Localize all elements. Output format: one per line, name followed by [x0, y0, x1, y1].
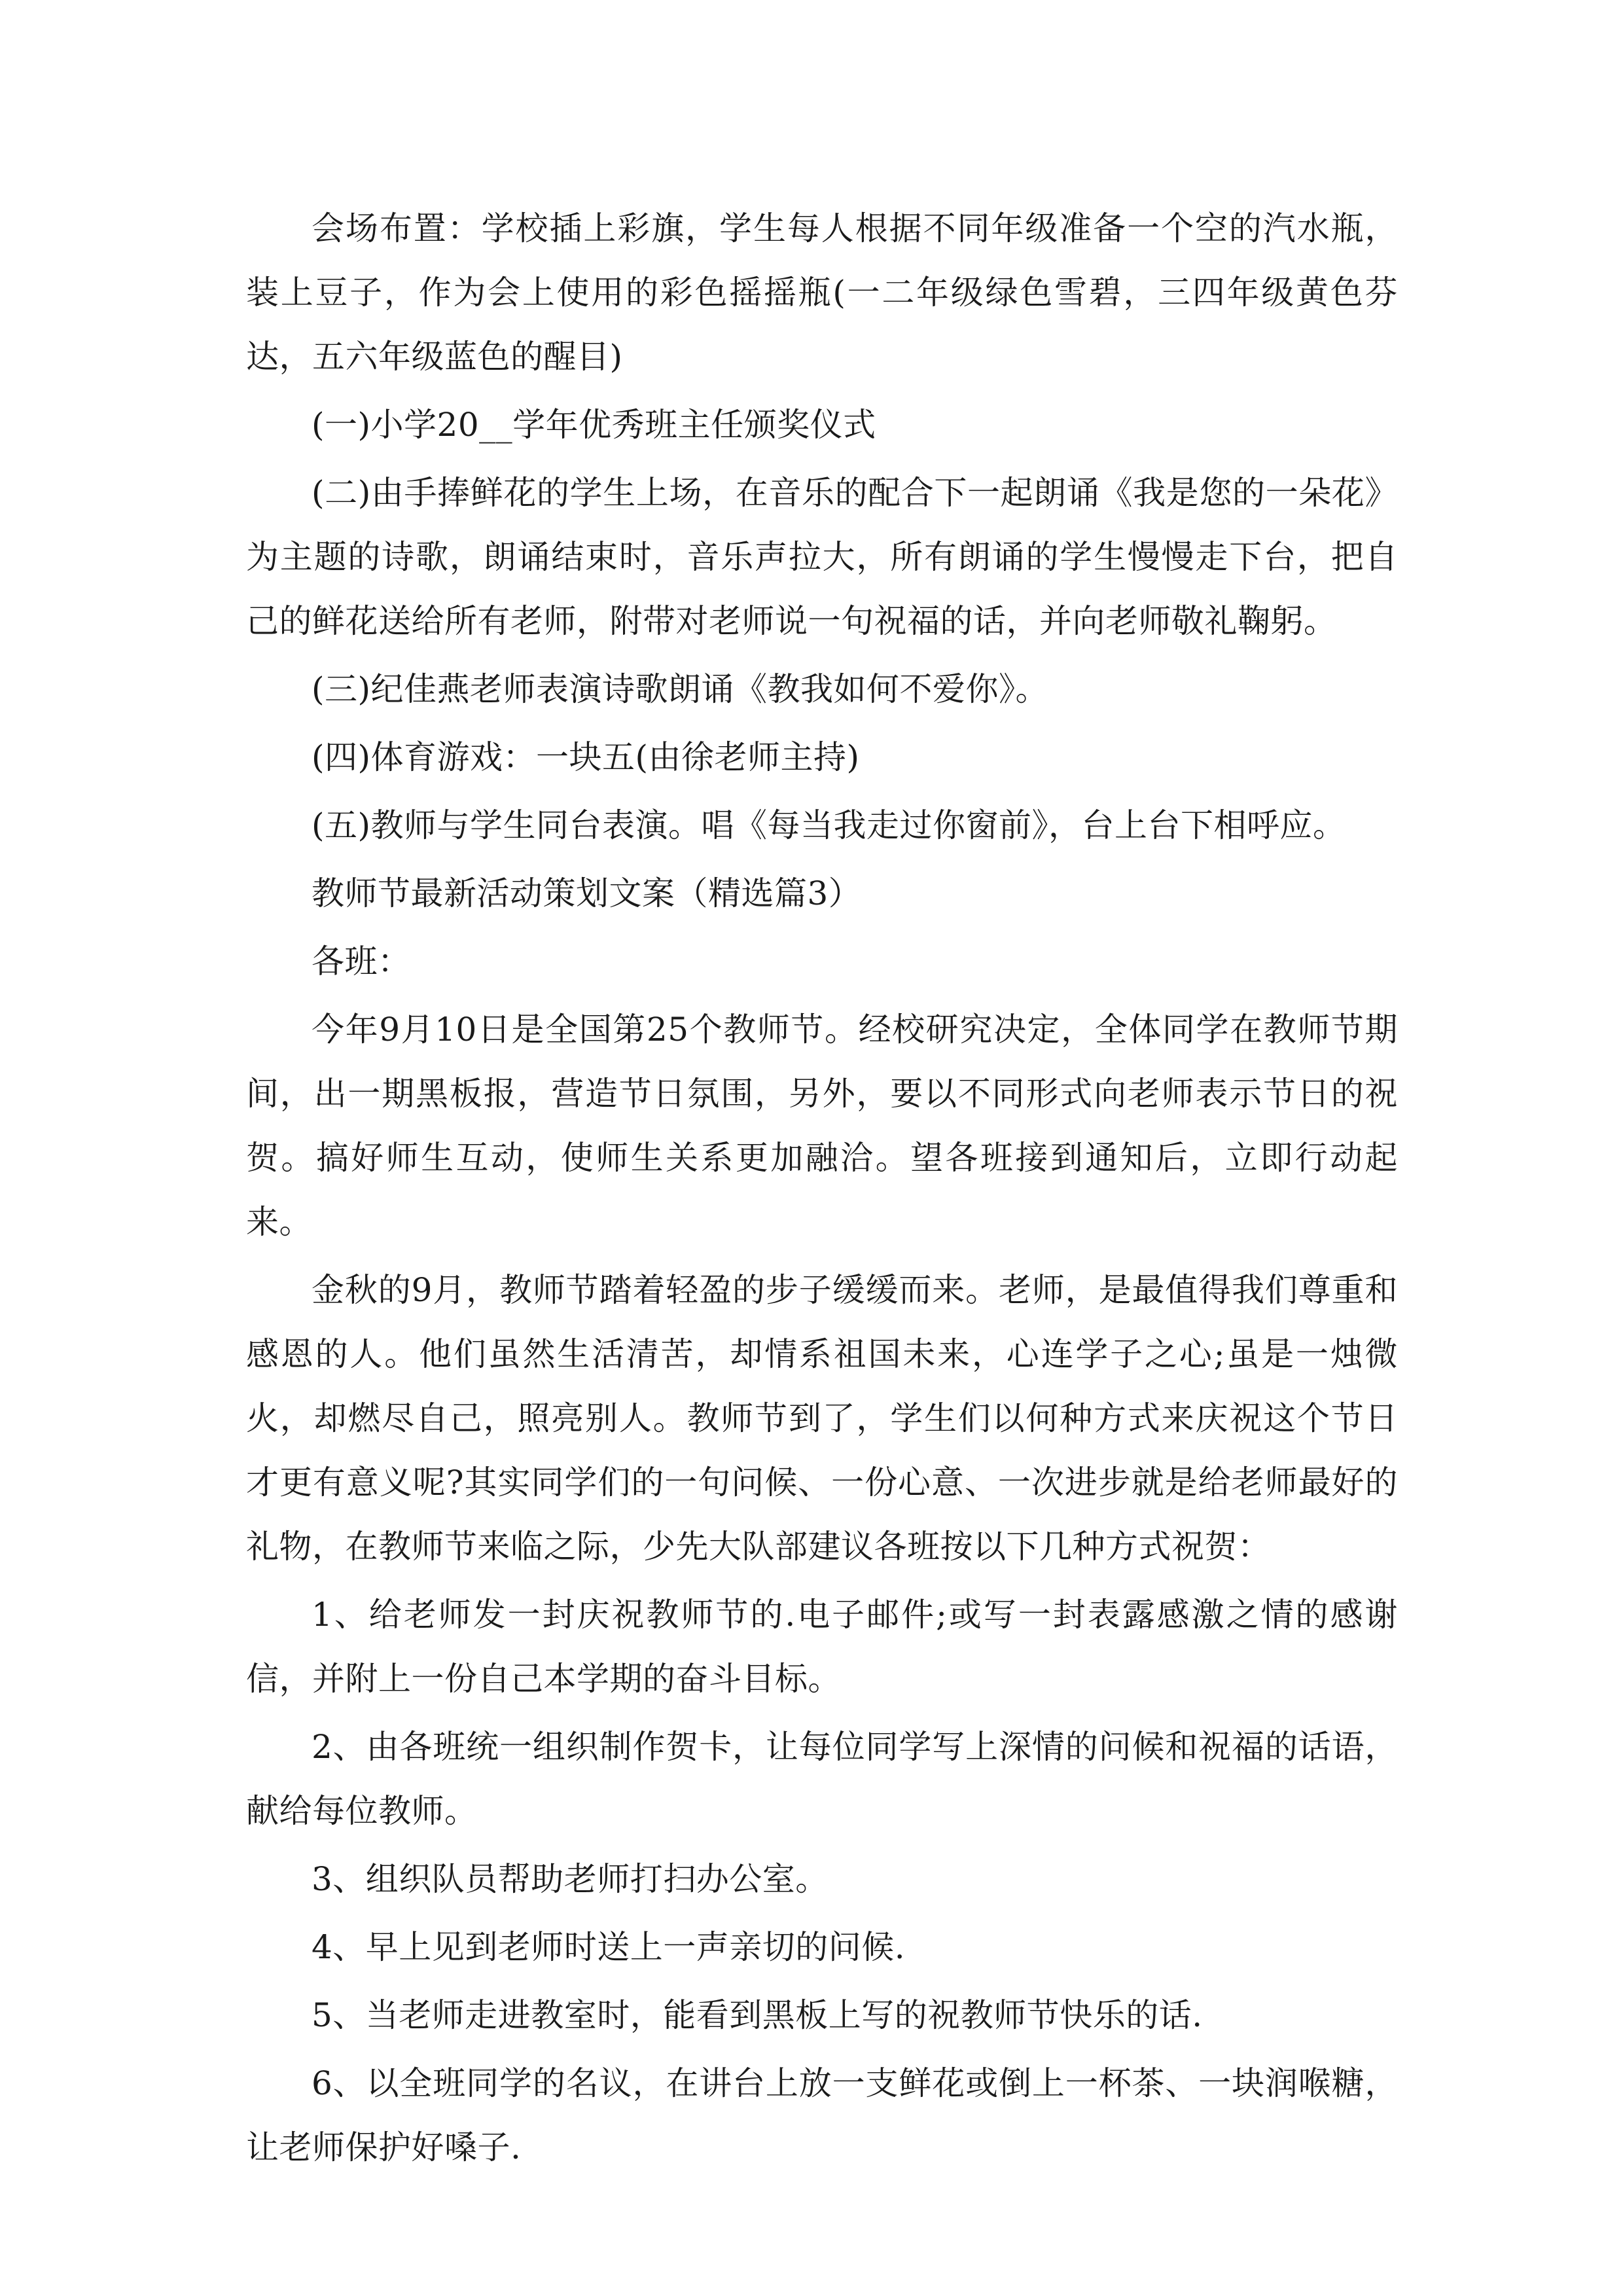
- list-item-4: 4、早上见到老师时送上一声亲切的问候.: [312, 1928, 906, 1966]
- list-item-6: 6、以全班同学的名议，在讲台上放一支鲜花或倒上一杯茶、一块润喉糖，让老师保护好嗓子.: [246, 2064, 1398, 2166]
- document-page: [246, 196, 1398, 2183]
- paragraph-intro: 金秋的9月，教师节踏着轻盈的步子缓缓而来。老师，是最值得我们尊重和感恩的人。他们虽然生活清苦，却情系祖国未来，心连学子之心;虽是一烛微火，却燃尽自己，照亮别人。教师节到了，学生们以何种方式来庆祝这个节日才更有意义呢?其实同学们的一句问候、一份心意、一次进步就是给老师最好的礼物，在教师节来临之际，少先大队部建议各班按以下几种方式祝贺：: [246, 1271, 1398, 1566]
- list-item-3: 3、组织队员帮助老师打扫办公室。: [312, 1860, 829, 1898]
- paragraph-item-1: (一)小学20__学年优秀班主任颁奖仪式: [312, 406, 876, 444]
- paragraph-item-2: (二)由手捧鲜花的学生上场，在音乐的配合下一起朗诵《我是您的一朵花》为主题的诗歌，朗诵结束时，音乐声拉大，所有朗诵的学生慢慢走下台，把自己的鲜花送给所有老师，附带对老师说一句祝福的话，并向老师敬礼鞠躬。: [246, 474, 1398, 640]
- list-item-5: 5、当老师走进教室时，能看到黑板上写的祝教师节快乐的话.: [312, 1996, 1203, 2034]
- salutation: 各班：: [312, 942, 411, 980]
- list-item-1: 1、给老师发一封庆祝教师节的.电子邮件;或写一封表露感激之情的感谢信，并附上一份自己本学期的奋斗目标。: [246, 1596, 1398, 1698]
- paragraph-item-3: (三)纪佳燕老师表演诗歌朗诵《教我如何不爱你》。: [312, 670, 1049, 708]
- paragraph-item-4: (四)体育游戏：一块五(由徐老师主持): [312, 738, 860, 776]
- paragraph-venue-setup: 会场布置：学校插上彩旗，学生每人根据不同年级准备一个空的汽水瓶，装上豆子，作为会上使用的彩色摇摇瓶(一二年级绿色雪碧，三四年级黄色芬达，五六年级蓝色的醒目): [246, 209, 1398, 376]
- paragraph-item-5: (五)教师与学生同台表演。唱《每当我走过你窗前》，台上台下相呼应。: [312, 806, 1346, 844]
- section-heading: 教师节最新活动策划文案（精选篇3）: [312, 874, 862, 912]
- list-item-2: 2、由各班统一组织制作贺卡，让每位同学写上深情的问候和祝福的话语，献给每位教师。: [246, 1728, 1398, 1830]
- paragraph-notice: 今年9月10日是全国第25个教师节。经校研究决定，全体同学在教师节期间，出一期黑板报，营造节日氛围，另外，要以不同形式向老师表示节日的祝贺。搞好师生互动，使师生关系更加融洽。望各班接到通知后，立即行动起来。: [246, 1011, 1398, 1241]
